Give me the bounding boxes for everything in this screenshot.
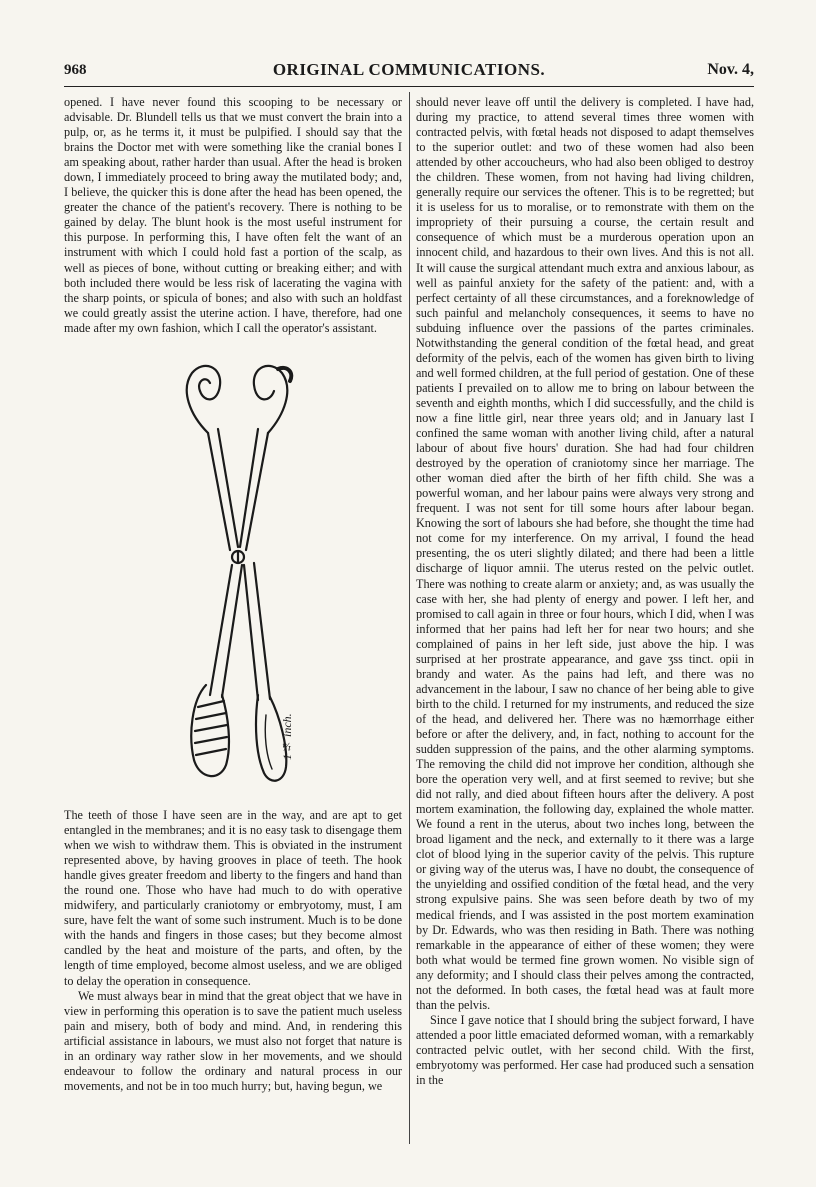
issue-date: Nov. 4, — [707, 61, 754, 78]
paragraph: Since I gave notice that I should bring the subject forward, I have attended a poor little emaciated deformed woman, with a remarkably contracted pelvic outlet, with her second child. With the first, embryotomy was performed. Her case had produced such a sensation in the — [416, 1012, 754, 1088]
running-title: ORIGINAL COMMUNICATIONS. — [272, 60, 546, 79]
page-number: 968 — [64, 62, 87, 78]
right-column — [416, 95, 754, 1088]
paragraph: We must always bear in mind that the great object that we have in view in performing this operation is to save the patient much useless pain and misery, both of body and mind. And, in rendering this artificial assistance in labours, we must also not forget that nature is in an ordinary way rather slow in her movements, and we should endeavour to follow the ordinary and natural process in our movements, and not be in too much hurry; but, having begun, we — [64, 988, 402, 1093]
paragraph: should never leave off until the delivery is completed. I have had, during my practice, to attend several times three women with contracted pelvis, with fœtal heads not disposed to adapt themselves to the superior outlet: and two of these women had also been attended by other accoucheurs, who had also been obliged to destroy the children. These women, from not having had living children, generally require our services the oftener. This is to be regretted; but it is useless for us to moralise, or to remonstrate with them on the impropriety of their pursuing a course, the certain result and consequence of which must be a murderous operation upon an innocent child, and hazardous to their own lives. And this is not all. It will cause the surgical attendant much extra and anxious labour, as well as painful anxiety for the safety of the patient: and, with a perfect certainty of all these circumstances, and a foreknowledge of such painful and melancholy consequences, it seems to have no subduing influence over the passions of the partes criminales. Notwithstanding the general condition of the fœtal head, and great deformity of the pelvis, each of the women has given birth to living and well formed children, at the full period of gestation. One of these patients I prevailed on to allow me to bring on labour between the seventh and eighth months, which I did successfully, and the child is now a fine little girl, near three years old; and in January last I confined the same woman with another living child, after a natural labour of about five hours' duration. She had had four children destroyed by the operation of craniotomy since her marriage. The other woman died after the birth of her fifth child. She was a powerful woman, and her labour pains were always very strong and frequent. I was not sent for till some hours after labour began. Knowing the sort of labours she had before, she thought the time had not come for my interference. On my arrival, I found the head presenting, the os uteri slightly dilated; and there had been a little discharge of liquor amnii. The uterus rested on the pelvic outlet. There was nothing to create alarm or anxiety; and, as was usually the case with her, she had plenty of energy and power. I left her, and promised to call again in three or four hours, which I did, when I was informed that her pains had left her for near two hours; and she complained of pains in her left side, just above the hip. I was surprised at her prostrate appearance, and gave ʒss tinct. opii in brandy and water. As the pains had left, and there was no advancement in the labour, I saw no chance of her being able to give birth to the child. I returned for my instruments, and reduced the size of the head, and delivered her. There was no hæmorrhage either before or after the delivery, and, in fact, nothing to account for the sudden suppression of the pains, and the other alarming symptoms. The removing the child did not improve her condition, although she bore the operation very well, and at first seemed to revive; but she did not rally, and died about fifteen hours after the delivery. A post mortem examination, the following day, explained the whole matter. We found a rent in the uterus, about two inches long, between the broad ligament and the neck, and externally to it there was a large clot of blood lying in the superior cavity of the pelvis. This rupture or giving way of the uterus was, I have no doubt, the consequence of the unyielding and ossified condition of the fœtal head, and the very strong expulsive pains. She was seen before death by two of my medical friends, and I was assisted in the post mortem examination by Dr. Edwards, who was then residing in Bath. There was nothing remarkable in the appearance of either of these women; they were both what would be termed fine grown women. No visible sign of any deformity; and I should class their pelves among the contracted, not the deformed. In both cases, the fœtal head was at fault more than the pelvis. — [416, 95, 754, 1012]
figure-scale-caption: 1¼ inch. — [280, 713, 294, 760]
page-header — [64, 60, 754, 84]
paragraph: opened. I have never found this scooping to be necessary or advisable. Dr. Blundell tells us that we must convert the brain into a pulp, or, as he terms it, it must be pulpified. I should say that the brains the Doctor met with were something like the cranial bones I am speaking about, rather harder than usual. After the head is broken down, I immediately proceed to bring away the mutilated body; and, I believe, the quicker this is done after the head has been opened, the greater the chance of the patient's recovery. There is nothing to be gained by delay. The blunt hook is the most useful instrument for this purpose. In performing this, I have often felt the want of an instrument with which I could hold fast a portion of the scalp, as well as pieces of bone, without cutting or breaking either; and with both included there would be less risk of lacerating the vagina with the sharp points, or spicula of bones; and also with such an holdfast we could greatly assist the uterine action. I have, therefore, had one made after my own fashion, which I call the operator's assistant. — [64, 95, 402, 335]
header-rule — [64, 86, 754, 87]
left-column-top — [64, 95, 402, 336]
column-divider — [409, 92, 410, 1144]
paragraph: The teeth of those I have seen are in the way, and are apt to get entangled in the membranes; and it is no easy task to disengage them when we wish to withdraw them. This is obviated in the instrument represented above, by having grooves in place of teeth. The hook handle gives greater freedom and liberty to the fingers and hand than the round one. Those who have had much to do with operative midwifery, and particularly craniotomy or embryotomy, must, I am sure, have felt the want of some such instrument. Much is to be done with the hands and fingers in those cases; but they become almost candled by the heat and moisture of the parts, and often, by the length of time employed, become almost useless, and we are obliged to delay the operation in consequence. — [64, 808, 402, 988]
left-column-bottom — [64, 808, 402, 1094]
